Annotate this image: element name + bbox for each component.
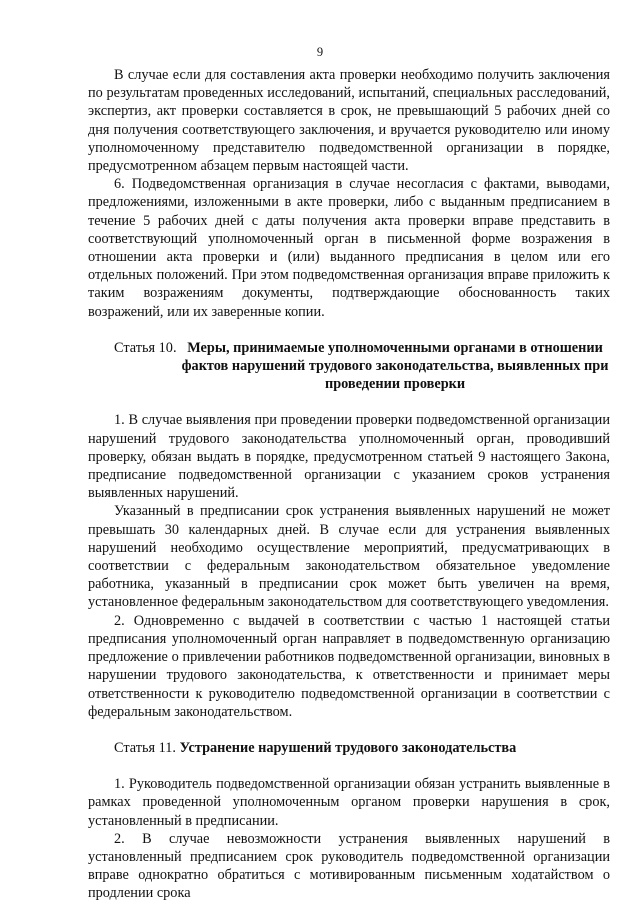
paragraph: В случае если для составления акта проверки необходимо получить заключения по результатам проведенных исследований, испытаний, специальных расследований, экспертиз, акт проверки составляется в срок, не превышающий 5 рабочих дней со дня получения соответствующего заключения, и вручается руководителю или иному уполномоченному представителю подведомственной организации в порядке, предусмотренном абзацем первым настоящей части.: [88, 67, 610, 175]
article-label: Статья 11.: [114, 739, 180, 756]
paragraph: Указанный в предписании срок устранения выявленных нарушений не может превышать 30 календарных дней. В случае если для устранения выявленных нарушений необходимо осуществление мероприятий, предусматривающих в соответствии с федеральным законодательством обязательное уведомление работника, указанный в предписании срок может быть увеличен на время, установленное федеральным законодательством для соответствующего уведомления.: [88, 503, 610, 611]
paragraph: 6. Подведомственная организация в случае несогласия с фактами, выводами, предложениями, изложенными в акте проверки, либо с выданным предписанием в течение 5 рабочих дней с даты получения акта проверки вправе представить в соответствующий уполномоченный орган в письменной форме возражения в отношении акта проверки и (или) выданного предписания в целом или его отдельных положений. При этом подведомственная организация вправе приложить к таким возражениям документы, подтверждающие обоснованность таких возражений, или их заверенные копии.: [88, 176, 610, 320]
document-body: [88, 66, 610, 903]
article-10-heading: [88, 339, 610, 394]
paragraph: 2. Одновременно с выдачей в соответствии с частью 1 настоящей статьи предписания уполномоченный орган направляет в подведомственную организацию предложение о привлечении работников подведомственной организации, виновных в нарушении трудового законодательства, к ответственности и принимает меры ответственности к руководителю подведомственной организации в соответствии с федеральным законодательством.: [88, 612, 610, 720]
page-number: 9: [316, 45, 324, 59]
paragraph: 1. В случае выявления при проведении проверки подведомственной организации нарушений трудового законодательства уполномоченный орган, проводивший проверку, обязан выдать в порядке, предусмотренном статьей 9 настоящего Закона, предписание подведомственной организации с указанием сроков устранения выявленных нарушений.: [88, 412, 610, 502]
article-title: Устранение нарушений трудового законодательства: [179, 739, 517, 756]
article-title: Меры, принимаемые уполномоченными органами в отношении фактов нарушений трудового законодательства, выявленных при проведении проверки: [181, 339, 609, 393]
paragraph: 2. В случае невозможности устранения выявленных нарушений в установленный предписанием срок руководитель подведомственной организации вправе однократно обратиться с мотивированным письменным ходатайством о продлении срока: [88, 830, 610, 902]
article-11-heading: [88, 739, 610, 757]
paragraph: 1. Руководитель подведомственной организации обязан устранить выявленные в рамках проведенной уполномоченным органом проверки нарушения в срок, установленный в предписании.: [88, 776, 610, 829]
article-label: Статья 10.: [114, 339, 181, 356]
